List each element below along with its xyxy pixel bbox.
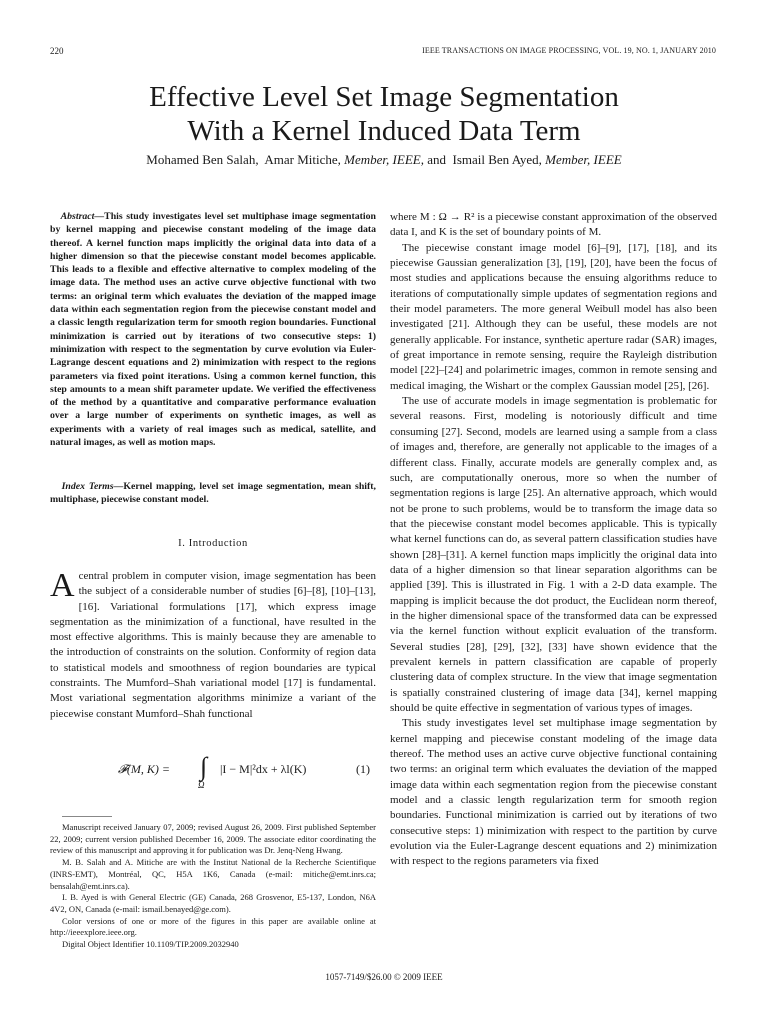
intro-text: central problem in computer vision, image segmentation has been the subject of a considerable number of studies [6]–[8], [10]–[13], [16]. Variational formulations [17], which express image segmentation as the minimization of a functional, have resulted in the most effective algorithms. This is mainly because they are amenable to the introduction of constraints on the solution. Conformity of region data to statistical models and smoothness of region boundaries are typical constraints. The Mumford–Shah variational model [17] is fundamental. Most variational segmentation algorithms minimize a variant of the piecewise constant Mumford–Shah functional [50, 570, 376, 720]
title-line-1: Effective Level Set Image Segmentation [149, 81, 619, 113]
copyright-footer: 1057-7149/$26.00 © 2009 IEEE [325, 972, 443, 982]
title-line-2: With a Kernel Induced Data Term [187, 115, 581, 147]
abstract-text: This study investigates level set multiphase image segmentation by kernel mapping and piecewise constant modeling of the image data thereof. A kernel function maps implicitly the original data into data of a higher dimension so that the piecewise constant model becomes applicable. This leads to a flexible and effective alternative to complex modeling of the image data. The method uses an active curve objective functional with two terms: an original term which evaluates the deviation of the mapped image data within each segmentation region from the piecewise constant model and a classic length regularization term for smooth region boundaries. Functional minimization is carried out by iterations of two consecutive steps: 1) minimization with respect to the segmentation by curve evolution via Euler-Lagrange descent equations and 2) minimization with respect to the regions parameters via fixed point iterations. Using a common kernel function, this step amounts to a mean shift parameter update. We verified the effectiveness of the method by a quantitative and comparative performance evaluation over a large number of experiments on synthetic images, as well as experiments with a variety of real images such as medical, satellite, and natural images, as well as motion maps. [50, 211, 376, 449]
right-paragraph-2: The piecewise constant image model [6]–[9], [17], [18], and its piecewise Gaussian generalization [3], [19], [20], have been the focus of most studies and applications because the ensuing algorithms reduce to iterations of computationally simple updates of segmentation regions and their model parameters. The more general Weibull model has also been investigated [21]. Although they can be useful, these models are not generally applicable. For instance, synthetic aperture radar (SAR) images, of great importance in remote sensing, require the Rayleigh distribution model [22]–[24] and polarimetric images, common in remote sensing and medical imaging, the Wishart or the complex Gaussian model [25], [26]. [390, 241, 717, 392]
right-paragraph-4: This study investigates level set multiphase image segmentation by kernel mapping and piecewise constant modeling of the image data thereof. The method uses an active curve objective functional containing two terms: an original term which evaluates the deviation of the mapped image data within each segmentation region from the piecewise constant model and a classic length regularization term for smooth region boundaries. Functional minimization is carried out by iterations of two consecutive steps: 1) minimization with respect to the partition by curve evolution via the Euler-Lagrange descent equations and 2) minimization with respect to the regions parameters via fixed [390, 717, 717, 868]
footnote-doi: Digital Object Identifier 10.1109/TIP.2009.2032940 [62, 939, 239, 950]
right-paragraph-1: where M : Ω → R² is a piecewise constant approximation of the observed data I, and K is the set of boundary points of M. [390, 211, 717, 239]
abstract-label: Abstract— [60, 211, 105, 222]
paper-title [0, 80, 768, 148]
equation-lhs: 𝓕(M, K) = [118, 762, 170, 776]
footnote-affiliation-1: M. B. Salah and A. Mitiche are with the Institut National de la Recherche Scientifique (INRS-EMT), Montréal, QC, H5A 1K6, Canada (e-mail: mitiche@emt.inrs.ca; bensalah@emt.inrs.ca). [50, 857, 376, 891]
equation-rhs: |I − M|²dx + λl(K) [220, 762, 307, 776]
introduction-paragraph [50, 569, 376, 722]
section-heading: I. Introduction [178, 538, 248, 549]
page-number: 220 [50, 46, 64, 56]
author-3-role: Member, IEEE [545, 152, 622, 167]
abstract [50, 210, 376, 449]
drop-cap: A [50, 567, 75, 604]
footnote-rule [62, 816, 112, 817]
right-paragraph-3: The use of accurate models in image segmentation is problematic for several reasons. First, modeling is notoriously difficult and time consuming [27]. Second, models are learned using a sample from a class of images and, therefore, are generally not applicable to the images of a different class. Finally, accurate models are generally complex and, as such, are computationally onerous, more so when the number of segmentation regions is large [25]. An alternative approach, which would not be prone to such problems, would be to transform the image data so that the piecewise constant model becomes applicable. This is typically what kernel functions can do, as several pattern classification studies have shown [28]–[31]. A kernel function maps implicitly the original data into data of a higher dimension so that linear separation algorithms can be applied [39]. This is illustrated in Fig. 1 with a 2-D data example. The mapping is implicit because the dot product, the Euclidean norm thereof, in the higher dimensional space of the transformed data can be expressed via the kernel function without explicit evaluation of the transform. Several studies [28], [29], [32], [33] have shown evidence that the prevalent kernels in pattern classification are capable of properly clustering data of complex structure. In the view that image segmentation is spatially constrained clustering of image data [34], kernel mapping should be quite effective in segmentation of various types of images. [390, 395, 717, 714]
footnote-color: Color versions of one or more of the figures in this paper are available online at http://ieeexplore.ieee.org. [50, 915, 376, 938]
index-terms-label: Index Terms— [61, 481, 124, 492]
equation-1 [50, 752, 376, 792]
running-header: IEEE TRANSACTIONS ON IMAGE PROCESSING, VOL. 19, NO. 1, JANUARY 2010 [422, 46, 716, 55]
index-terms-text: Kernel mapping, level set image segmentation, mean shift, multiphase, piecewise constant model. [50, 481, 376, 506]
author-3: Ismail Ben Ayed, [452, 152, 542, 167]
footnote-affiliation-2: I. B. Ayed is with General Electric (GE) Canada, 268 Grosvenor, E5-137, London, N6A 4V2, ON, Canada (e-mail: ismail.benayed@ge.com). [50, 892, 376, 914]
author-1: Mohamed Ben Salah, [146, 152, 259, 167]
footnote-received: Manuscript received January 07, 2009; revised August 26, 2009. First published September 22, 2009; current version published December 16, 2009. The associate editor coordinating the review of this manuscript and approving it for publication was Dr. Jenq-Neng Hwang. [50, 822, 376, 856]
equation-number: (1) [356, 762, 370, 776]
author-list [0, 152, 768, 168]
author-and: and [427, 152, 446, 167]
author-2-role: Member, IEEE, [344, 152, 424, 167]
integral-domain: Ω [198, 780, 205, 790]
integral-sign: ∫ [200, 752, 208, 781]
author-2: Amar Mitiche, [264, 152, 341, 167]
index-terms [50, 480, 376, 507]
footnotes [50, 822, 376, 951]
right-column [390, 210, 717, 870]
